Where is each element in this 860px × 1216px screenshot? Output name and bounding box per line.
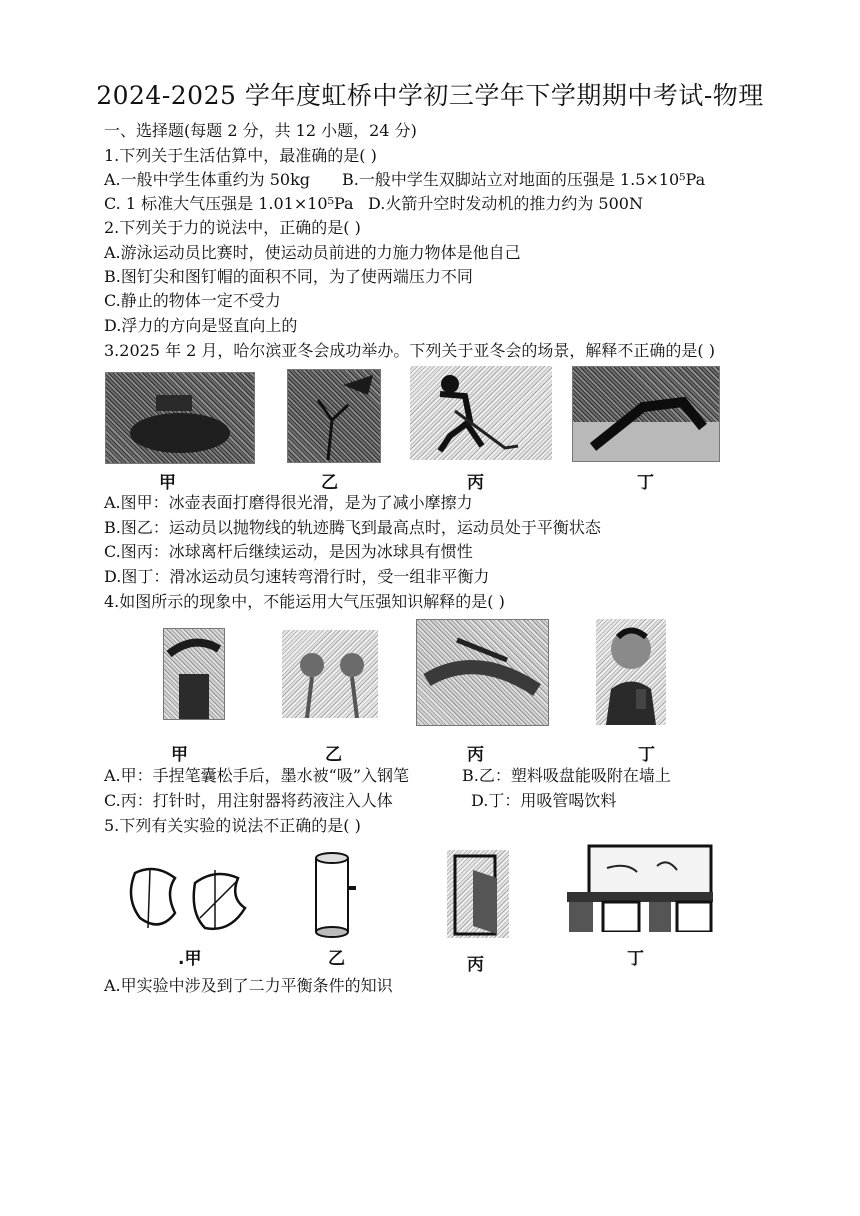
q3-option-a: A.图甲：冰壶表面打磨得很光滑，是为了减小摩擦力 [104, 493, 473, 512]
q4-option-a: A.甲：手捏笔囊松手后，墨水被“吸”入钢笔 [104, 766, 410, 785]
q4-caption-yi: 乙 [325, 745, 342, 765]
suction-cup-photo [282, 630, 378, 718]
speed-skater-drawing [573, 367, 719, 461]
q3-caption-bing: 丙 [467, 473, 484, 493]
q4-option-d: D.丁：用吸管喝饮料 [471, 791, 617, 810]
q2-option-b: B.图钉尖和图钉帽的面积不同，为了使两端压力不同 [104, 267, 473, 286]
ice-hockey-photo [410, 366, 552, 460]
pressure-box-figure [447, 850, 509, 938]
ski-jumper-photo [287, 369, 381, 463]
q4-caption-ding: 丁 [638, 745, 655, 765]
q5-stem: 5.下列有关实验的说法不正确的是( ) [104, 816, 361, 835]
q1-option-b: B.一般中学生双脚站立对地面的压强是 1.5×10⁵Pa [342, 170, 706, 189]
q2-option-d: D.浮力的方向是竖直向上的 [104, 316, 298, 335]
fountain-pen-photo [163, 628, 225, 720]
q1-stem: 1.下列关于生活估算中，最准确的是( ) [104, 146, 377, 165]
q2-option-c: C.静止的物体一定不受力 [104, 291, 281, 310]
curling-stone-drawing [106, 373, 254, 463]
pressure-box-drawing [447, 850, 509, 938]
injection-photo [416, 619, 549, 726]
q3-option-c: C.图丙：冰球离杆后继续运动，是因为冰球具有惯性 [104, 542, 473, 561]
q5-caption-jia: .甲 [178, 949, 202, 969]
q1-option-d: D.火箭升空时发动机的推力约为 500N [368, 194, 643, 213]
suction-cup-drawing [282, 630, 378, 718]
q1-option-a: A.一般中学生体重约为 50kg [104, 170, 311, 189]
q4-stem: 4.如图所示的现象中，不能运用大气压强知识解释的是( ) [104, 592, 505, 611]
q4-caption-bing: 丙 [467, 745, 484, 765]
q4-option-c: C.丙：打针时，用注射器将药液注入人体 [104, 791, 393, 810]
q3-stem: 3.2025 年 2 月，哈尔滨亚冬会成功举办。下列关于亚冬会的场景，解释不正确的是( ) [104, 341, 715, 360]
q3-option-d: D.图丁：滑冰运动员匀速转弯滑行时，受一组非平衡力 [104, 567, 490, 586]
q4-option-b: B.乙：塑料吸盘能吸附在墙上 [462, 766, 671, 785]
speed-skater-photo [572, 366, 720, 462]
q3-option-b: B.图乙：运动员以抛物线的轨迹腾飞到最高点时，运动员处于平衡状态 [104, 518, 601, 537]
q1-option-c: C. 1 标准大气压强是 1.01×10⁵Pa [104, 194, 354, 213]
q4-caption-jia: 甲 [171, 745, 188, 765]
q3-caption-jia: 甲 [159, 473, 176, 493]
q2-stem: 2.下列关于力的说法中，正确的是( ) [104, 218, 361, 237]
q3-caption-yi: 乙 [321, 473, 338, 493]
syringe-drawing [417, 620, 548, 725]
q5-caption-ding: 丁 [627, 949, 644, 969]
page-title: 2024-2025 学年度虹桥中学初三学年下学期期中考试-物理 [96, 81, 764, 110]
gas-tanks-figure [567, 842, 713, 932]
hockey-player-drawing [410, 366, 552, 460]
q3-caption-ding: 丁 [637, 473, 654, 493]
straw-drinking-photo [596, 619, 666, 725]
pen-drawing [164, 629, 224, 719]
q2-option-a: A.游泳运动员比赛时，使运动员前进的力施力物体是他自己 [104, 243, 521, 262]
q5-option-a: A.甲实验中涉及到了二力平衡条件的知识 [104, 976, 393, 995]
child-drinking-drawing [596, 619, 666, 725]
q5-caption-yi: 乙 [328, 949, 345, 969]
ski-jumper-drawing [288, 370, 380, 462]
water-cylinder-figure [310, 850, 358, 940]
section-heading: 一、选择题(每题 2 分，共 12 小题，24 分) [104, 121, 417, 140]
q5-caption-bing: 丙 [467, 955, 484, 975]
centroid-experiment-figure [120, 858, 250, 938]
curling-stone-photo [105, 372, 255, 464]
